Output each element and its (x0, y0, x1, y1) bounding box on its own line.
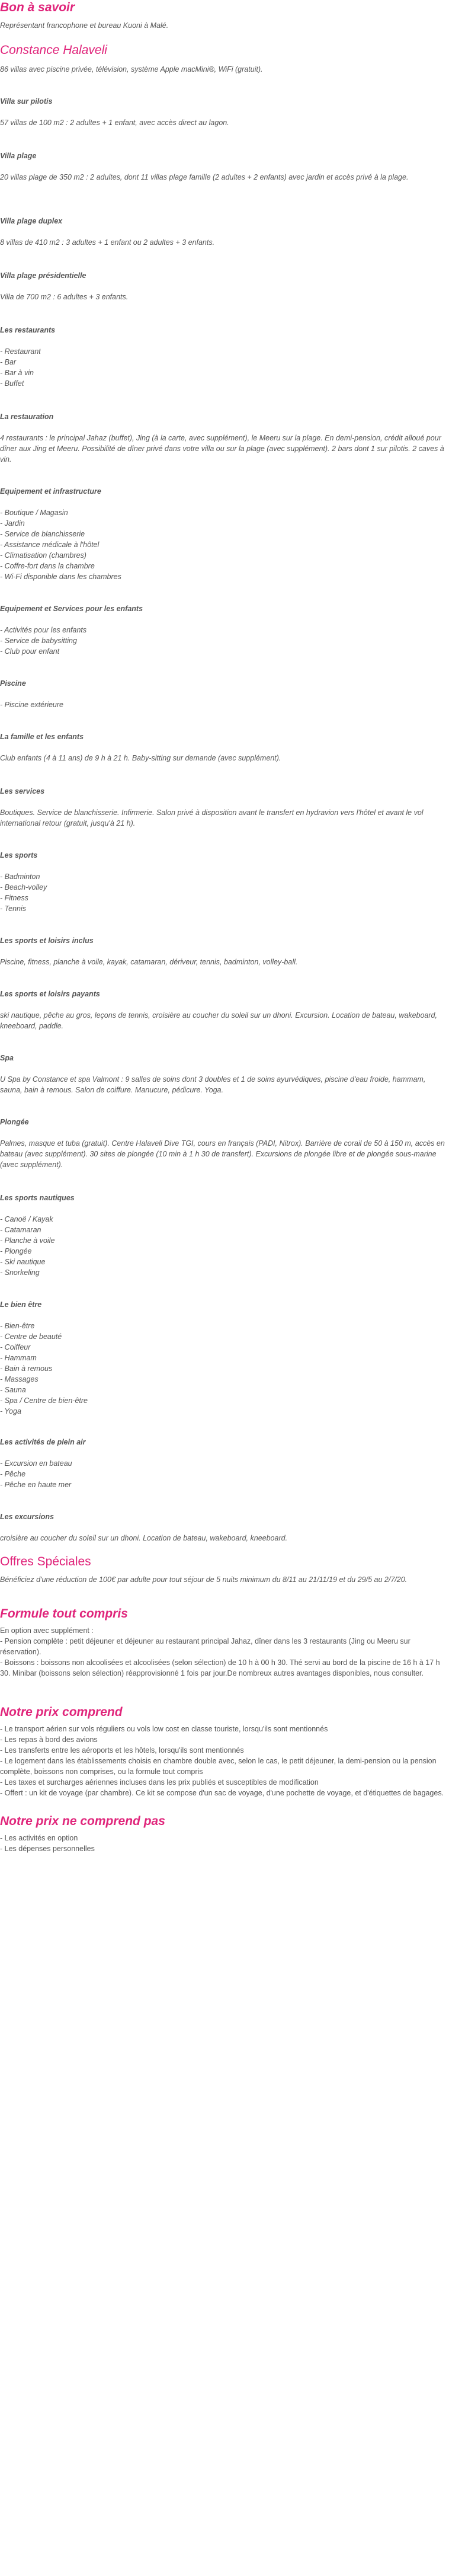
equipement-list (0, 507, 449, 582)
list-item: - Massages (0, 1375, 39, 1383)
plongee-title: Plongée (0, 1118, 29, 1126)
list-item: - Badminton (0, 872, 40, 881)
prix-comprend-title: Notre prix comprend (0, 1705, 123, 1719)
list-item: - Climatisation (chambres) (0, 551, 86, 560)
list-item: - Activités pour les enfants (0, 626, 87, 634)
nautiques-list (0, 1214, 449, 1278)
section-hotel (0, 43, 449, 75)
list-item: - Jardin (0, 519, 25, 528)
list-item: - Coiffeur (0, 1343, 31, 1351)
section-restaurants (0, 325, 449, 389)
list-item: - Plongée (0, 1247, 32, 1255)
section-equipement (0, 486, 449, 582)
list-item: - Les activités en option (0, 1834, 78, 1842)
sports-title: Les sports (0, 851, 38, 859)
spa-text: U Spa by Constance et spa Valmont : 9 salles de soins dont 3 doubles et 1 de soins ayurvédiques, piscine d'eau froide, hammam, sauna, bain à remous. Salon de coiffure. Manucure, pédicure. Yoga. (0, 1075, 426, 1094)
list-item: - Assistance médicale à l'hôtel (0, 541, 100, 549)
list-item: - Bien-être (0, 1322, 35, 1330)
section-sports-payants (0, 989, 449, 1031)
restaurants-title: Les restaurants (0, 326, 56, 334)
restaurants-list (0, 346, 449, 389)
section-restauration (0, 411, 449, 465)
piscine-title: Piscine (0, 679, 26, 688)
list-item: - Restaurant (0, 347, 41, 356)
prix-comprend-list (0, 1724, 449, 1798)
list-item: - Les taxes et surcharges aériennes incluses dans les prix publiés et susceptibles de modification (0, 1778, 319, 1786)
hotel-name: Constance Halaveli (0, 43, 107, 57)
room-title: Villa plage (0, 152, 37, 160)
section-bien-etre (0, 1299, 449, 1417)
list-item: - Tennis (0, 905, 27, 913)
sports-inclus-title: Les sports et loisirs inclus (0, 937, 94, 945)
section-room-1 (0, 96, 449, 128)
section-famille (0, 731, 449, 763)
list-item: - Snorkeling (0, 1268, 40, 1277)
list-item: - Club pour enfant (0, 647, 60, 656)
section-plongee (0, 1117, 449, 1170)
list-item: - Service de blanchisserie (0, 530, 85, 538)
services-enfants-list (0, 625, 449, 657)
list-item: - Bar (0, 358, 17, 366)
list-item: - Boissons : boissons non alcoolisées et alcoolisées (selon sélection) de 10 h à 00 h 30. Thé servi au bord de la piscine de 16 h à 17 h 30. Minibar (boissons selon sélection) réapprovisionné 1 fois par jour.De nombreux autres avantages disponibles, nous consulter. (0, 1658, 440, 1677)
offres-title: Offres Spéciales (0, 1555, 91, 1568)
list-item: - Les transferts entre les aéroports et les hôtels, lorsqu'ils sont mentionnés (0, 1746, 244, 1754)
section-excursions (0, 1511, 449, 1543)
list-item: - Pêche en haute mer (0, 1481, 72, 1489)
list-item: - Centre de beauté (0, 1332, 62, 1341)
plongee-text: Palmes, masque et tuba (gratuit). Centre Halaveli Dive TGI, cours en français (PADI, Nitrox). Barrière de corail de 50 à 150 m, accès en bateau (avec supplément). 30 sites de plongée (10 min à 1 h 30 de transfert). Excursions de plongée libre et de plongée sous-marine (avec supplément). (0, 1139, 445, 1169)
formule-list (0, 1625, 449, 1679)
list-item: - Planche à voile (0, 1236, 55, 1245)
services-title: Les services (0, 787, 45, 795)
restauration-title: La restauration (0, 413, 54, 421)
room-text: 8 villas de 410 m2 : 3 adultes + 1 enfant ou 2 adultes + 3 enfants. (0, 238, 215, 247)
room-title: Villa plage duplex (0, 217, 63, 225)
offres-text: Bénéficiez d'une réduction de 100€ par adulte pour tout séjour de 5 nuits minimum du 8/11 au 21/11/19 et du 29/5 au 2/7/20. (0, 1575, 408, 1584)
room-text: Villa de 700 m2 : 6 adultes + 3 enfants. (0, 293, 129, 301)
list-item: - Buffet (0, 379, 24, 388)
equipement-title: Equipement et infrastructure (0, 487, 101, 496)
list-item: - Bar à vin (0, 369, 34, 377)
excursions-title: Les excursions (0, 1513, 54, 1521)
sports-inclus-text: Piscine, fitness, planche à voile, kayak, catamaran, dériveur, tennis, badminton, volley-ball. (0, 958, 298, 966)
restauration-text: 4 restaurants : le principal Jahaz (buffet), Jing (à la carte, avec supplément), le Meeru sur la plage. En demi-pension, crédit alloué pour dîner aux Jing et Meeru. Possibilité de dîner privé dans votre villa ou sur la plage (avec supplément). 2 bars dont 1 sur pilotis. 2 caves à vin. (0, 434, 444, 464)
plein-air-title: Les activités de plein air (0, 1438, 86, 1446)
list-item: - Les dépenses personnelles (0, 1845, 95, 1853)
services-enfants-title: Equipement et Services pour les enfants (0, 605, 143, 613)
list-item: En option avec supplément : (0, 1626, 94, 1635)
bon-a-savoir-text: Représentant francophone et bureau Kuoni à Malé. (0, 21, 169, 30)
famille-text: Club enfants (4 à 11 ans) de 9 h à 21 h. Baby-sitting sur demande (avec supplément). (0, 754, 281, 762)
list-item: - Les repas à bord des avions (0, 1736, 98, 1744)
bien-etre-title: Le bien être (0, 1300, 42, 1309)
list-item: - Spa / Centre de bien-être (0, 1396, 88, 1405)
list-item: - Le logement dans les établissements choisis en chambre double avec, selon le cas, le petit déjeuner, la demi-pension ou la pension complète, boissons non comprises, ou la formule tout compris (0, 1757, 437, 1776)
heading-bon-a-savoir: Bon à savoir (0, 1, 75, 14)
room-title: Villa sur pilotis (0, 97, 53, 106)
excursions-text: croisière au coucher du soleil sur un dhoni. Location de bateau, wakeboard, kneeboard. (0, 1534, 288, 1542)
section-room-2 (0, 151, 449, 183)
famille-title: La famille et les enfants (0, 733, 84, 741)
section-nautiques (0, 1193, 449, 1278)
list-item: - Sauna (0, 1386, 26, 1394)
spa-title: Spa (0, 1054, 14, 1062)
bien-etre-list (0, 1321, 449, 1417)
room-title: Villa plage présidentielle (0, 271, 86, 280)
list-item: - Canoë / Kayak (0, 1215, 53, 1223)
section-services-enfants (0, 603, 449, 657)
prix-ne-comprend-title: Notre prix ne comprend pas (0, 1814, 165, 1828)
list-item: - Pêche (0, 1470, 26, 1478)
prix-ne-comprend-list (0, 1833, 449, 1854)
formule-title: Formule tout compris (0, 1607, 128, 1621)
list-item: - Offert : un kit de voyage (par chambre). Ce kit se compose d'un sac de voyage, d'une pochette de voyage, et d'étiquettes de bagages. (0, 1789, 444, 1797)
sports-payants-text: ski nautique, pêche au gros, leçons de tennis, croisière au coucher du soleil sur un dhoni. Excursion. Location de bateau, wakeboard, kneeboard, paddle. (0, 1011, 437, 1030)
piscine-list (0, 699, 449, 710)
list-item: - Yoga (0, 1407, 21, 1415)
nautiques-title: Les sports nautiques (0, 1194, 75, 1202)
list-item: - Catamaran (0, 1226, 41, 1234)
plein-air-list (0, 1458, 449, 1490)
hotel-intro: 86 villas avec piscine privée, télévision, système Apple macMini®, WiFi (gratuit). (0, 65, 263, 73)
section-room-3 (0, 216, 449, 248)
sports-list (0, 871, 449, 914)
list-item: - Boutique / Magasin (0, 509, 68, 517)
list-item: - Service de babysitting (0, 637, 77, 645)
list-item: - Pension complète : petit déjeuner et déjeuner au restaurant principal Jahaz, dîner dans les 3 restaurants (Jing ou Meeru sur réservation). (0, 1637, 410, 1656)
section-piscine (0, 678, 449, 710)
list-item: - Fitness (0, 894, 28, 902)
section-sports (0, 850, 449, 914)
section-spa (0, 1053, 449, 1095)
list-item: - Le transport aérien sur vols réguliers ou vols low cost en classe touriste, lorsqu'ils sont mentionnés (0, 1725, 328, 1733)
list-item: - Piscine extérieure (0, 701, 63, 709)
section-services (0, 786, 449, 829)
list-item: - Hammam (0, 1354, 37, 1362)
room-text: 57 villas de 100 m2 : 2 adultes + 1 enfant, avec accès direct au lagon. (0, 119, 229, 127)
section-room-4 (0, 270, 449, 302)
room-text: 20 villas plage de 350 m2 : 2 adultes, dont 11 villas plage famille (2 adultes + 2 enfants) avec jardin et accès privé à la plage. (0, 173, 409, 181)
section-prix-comprend (0, 1705, 449, 1798)
section-prix-ne-comprend (0, 1814, 449, 1854)
section-formule (0, 1606, 449, 1679)
list-item: - Wi-Fi disponible dans les chambres (0, 573, 121, 581)
section-bon-a-savoir (0, 0, 449, 31)
list-item: - Coffre-fort dans la chambre (0, 562, 95, 570)
list-item: - Ski nautique (0, 1258, 46, 1266)
list-item: - Bain à remous (0, 1364, 53, 1373)
list-item: - Excursion en bateau (0, 1459, 72, 1468)
section-sports-inclus (0, 935, 449, 967)
sports-payants-title: Les sports et loisirs payants (0, 990, 100, 998)
section-plein-air (0, 1437, 449, 1490)
services-text: Boutiques. Service de blanchisserie. Infirmerie. Salon privé à disposition avant le transfert en hydravion vers l'hôtel et avant le vol international retour (gratuit, jusqu'à 21 h). (0, 808, 424, 827)
list-item: - Beach-volley (0, 883, 47, 891)
section-offres (0, 1554, 449, 1585)
